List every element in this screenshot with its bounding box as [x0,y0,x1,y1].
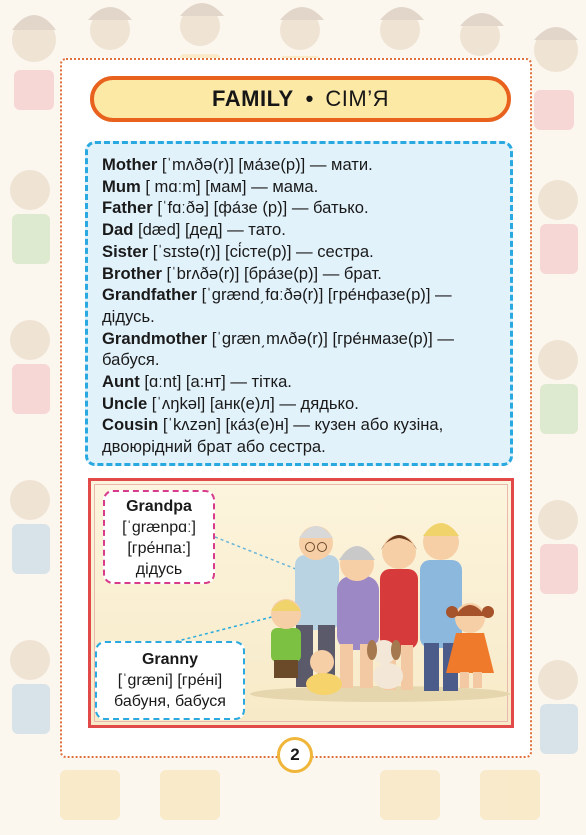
grandpa-reading: [гре́нпа:] [127,540,191,557]
vocab-entry-cousin: Cousin [ˈkʌzən] [ка́з(е)н] — кузен або кузіна, двоюрідний брат або сестра. [102,415,444,457]
vocab-entry-sister: Sister [ˈsɪstə(r)] [сі́сте(р)] — сестра. [102,241,374,261]
grandpa-ipa: [ˈɡrænpɑː] [122,519,196,536]
granny-callout [95,641,245,720]
vocab-entry-brother: Brother [ˈbrʌðə(r)] [бра́зе(р)] — брат. [102,263,382,283]
vocab-entry-mum: Mum [ mɑːm] [мам] — мама. [102,176,319,196]
vocab-entry-aunt: Aunt [ɑːnt] [а:нт] — тітка. [102,372,292,392]
granny-translation: бабуня, бабуся [114,693,226,710]
granny-pronunciation: [ˈɡræni] [гре́ні] [117,672,223,689]
vocab-entry-uncle: Uncle [ˈʌŋkəl] [анк(е)л] — дядько. [102,393,359,413]
title-separator: • [305,86,314,111]
vocab-entry-dad: Dad [dæd] [дед] — тато. [102,220,286,240]
vocab-entry-father: Father [ˈfɑːðə] [фа́зе (р)] — батько. [102,198,369,218]
page-number: 2 [277,737,313,773]
granny-word: Granny [141,651,198,668]
vocab-entry-grandmother: Grandmother [ˈɡræn͵mʌðə(r)] [гре́нмазе(р)] — бабуся. [102,328,454,370]
title-english: FAMILY [212,86,294,111]
grandpa-callout [103,490,215,584]
title-ukrainian: СІМ’Я [325,86,389,111]
vocab-entry-grandfather: Grandfather [ˈɡrænd͵fɑːðə(r)] [гре́нфазе(р)] — дідусь. [102,285,452,326]
vocab-entry-mother: Mother [ˈmʌðə(r)] [ма́зе(р)] — мати. [102,155,373,174]
grandpa-word: Grandpa [126,498,192,515]
grandpa-translation: дідусь [135,561,183,578]
